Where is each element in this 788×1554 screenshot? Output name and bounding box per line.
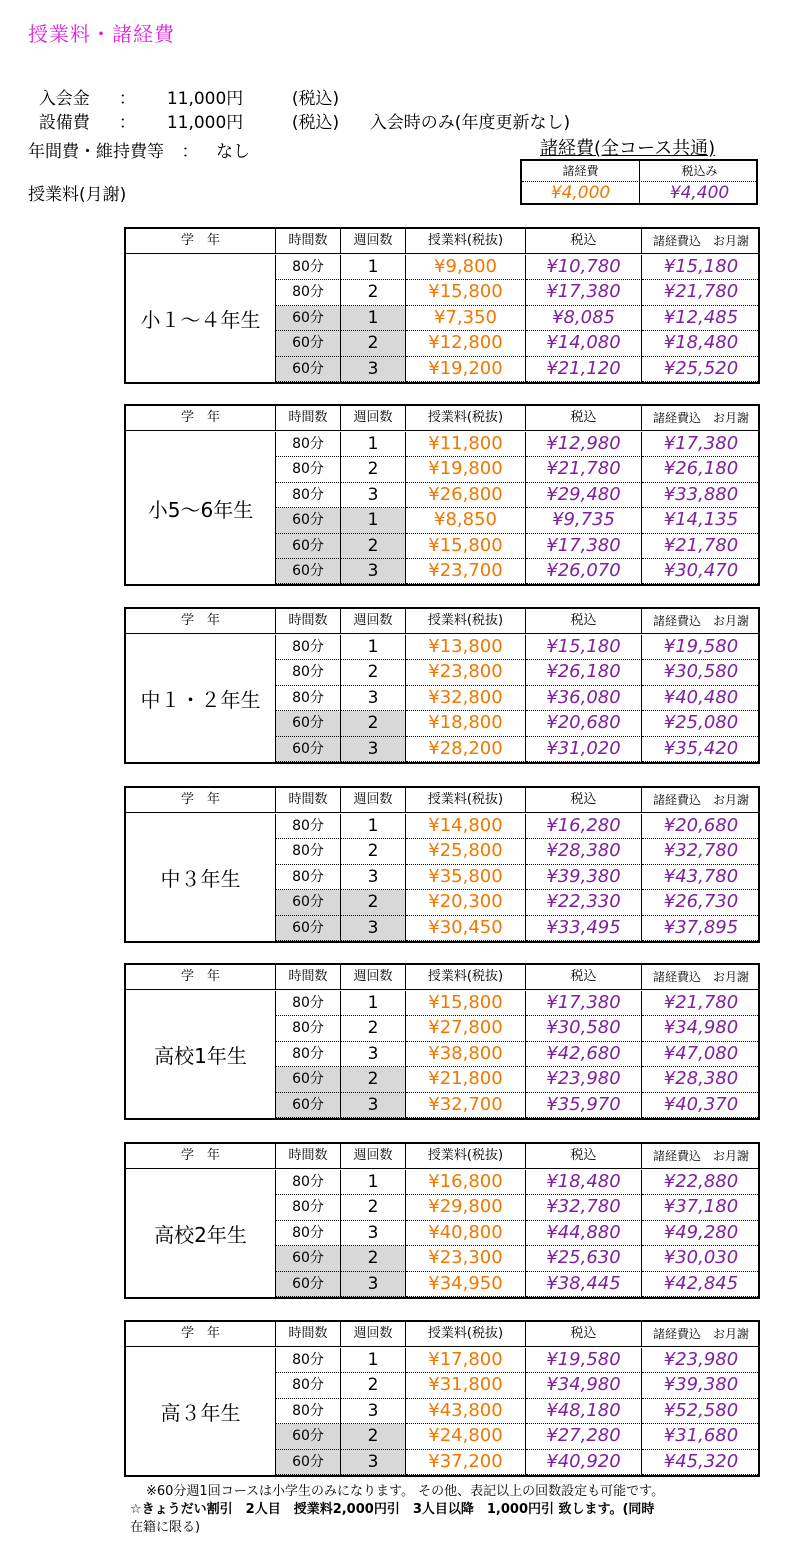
grade-label: 中１・２年生: [126, 635, 276, 762]
misc-value-tax-included: ¥4,400: [669, 183, 730, 203]
table-cell-freq: 3: [341, 1093, 406, 1118]
table-cell-freq: 3: [341, 559, 406, 584]
table-header-cell: 学 年: [126, 1322, 276, 1347]
table-cell-time: 80分: [276, 483, 341, 508]
annual-fee-line: [28, 137, 250, 162]
table-cell-time: 60分: [276, 1067, 341, 1092]
table-cell-time: 80分: [276, 814, 341, 839]
table-header-cell: 時間数: [276, 1322, 341, 1347]
tuition-table: [124, 963, 760, 1120]
table-header-cell: 諸経費込 お月謝: [642, 965, 760, 990]
table-cell-time: 80分: [276, 865, 341, 890]
table-header-cell: 学 年: [126, 788, 276, 813]
table-cell-time: 60分: [276, 331, 341, 356]
table-cell-time: 60分: [276, 916, 341, 941]
table-header-cell: 週回数: [341, 1322, 406, 1347]
table-cell-freq: 3: [341, 1450, 406, 1475]
table-cell-tax: ¥29,480: [526, 483, 642, 508]
entry-fee-colon: ：: [118, 89, 136, 109]
table-cell-tax: ¥8,085: [526, 306, 642, 331]
tuition-table: [124, 1142, 760, 1299]
equipment-fee-note: 入会時のみ(年度更新なし): [369, 113, 571, 133]
table-cell-freq: 2: [341, 1067, 406, 1092]
table-cell-freq: 2: [341, 457, 406, 482]
table-cell-tax: ¥31,020: [526, 737, 642, 762]
table-cell-total: ¥12,485: [642, 306, 760, 331]
table-header-cell: 週回数: [341, 788, 406, 813]
table-cell-price: ¥38,800: [406, 1042, 526, 1067]
table-cell-total: ¥21,780: [642, 280, 760, 305]
table-cell-freq: 1: [341, 635, 406, 660]
table-cell-total: ¥21,780: [642, 534, 760, 559]
table-cell-price: ¥16,800: [406, 1170, 526, 1195]
table-header-cell: 週回数: [341, 406, 406, 431]
table-cell-tax: ¥20,680: [526, 711, 642, 736]
table-cell-price: ¥35,800: [406, 865, 526, 890]
table-cell-tax: ¥40,920: [526, 1450, 642, 1475]
equipment-fee-amount: 11,000円: [166, 113, 244, 133]
table-cell-price: ¥28,200: [406, 737, 526, 762]
table-cell-time: 60分: [276, 559, 341, 584]
table-cell-freq: 3: [341, 916, 406, 941]
table-cell-time: 60分: [276, 1272, 341, 1297]
table-header-cell: 学 年: [126, 609, 276, 634]
table-cell-price: ¥20,300: [406, 890, 526, 915]
tuition-table: [124, 1320, 760, 1477]
table-cell-price: ¥31,800: [406, 1373, 526, 1398]
table-cell-total: ¥43,780: [642, 865, 760, 890]
table-cell-time: 60分: [276, 1424, 341, 1449]
table-header-cell: 税込: [526, 609, 642, 634]
table-header-cell: 学 年: [126, 229, 276, 254]
table-cell-tax: ¥36,080: [526, 686, 642, 711]
table-cell-tax: ¥21,120: [526, 357, 642, 382]
table-cell-price: ¥27,800: [406, 1016, 526, 1041]
table-cell-freq: 2: [341, 1016, 406, 1041]
table-header-cell: 税込: [526, 965, 642, 990]
table-cell-tax: ¥21,780: [526, 457, 642, 482]
table-cell-freq: 3: [341, 1399, 406, 1424]
table-cell-total: ¥37,180: [642, 1195, 760, 1220]
table-header-cell: 税込: [526, 1322, 642, 1347]
table-cell-tax: ¥30,580: [526, 1016, 642, 1041]
table-cell-freq: 1: [341, 1170, 406, 1195]
table-cell-total: ¥33,880: [642, 483, 760, 508]
table-header-cell: 時間数: [276, 406, 341, 431]
table-cell-freq: 2: [341, 1195, 406, 1220]
table-cell-tax: ¥17,380: [526, 534, 642, 559]
table-cell-total: ¥30,030: [642, 1246, 760, 1271]
equipment-fee-line: [28, 88, 570, 133]
table-cell-freq: 1: [341, 814, 406, 839]
table-header-cell: 学 年: [126, 965, 276, 990]
table-header-cell: 週回数: [341, 609, 406, 634]
table-cell-price: ¥9,800: [406, 255, 526, 280]
table-cell-tax: ¥15,180: [526, 635, 642, 660]
table-cell-tax: ¥18,480: [526, 1170, 642, 1195]
table-cell-freq: 2: [341, 890, 406, 915]
monthly-fee-label: 授業料(月謝): [28, 185, 127, 205]
equipment-fee-label: 設備費: [38, 113, 90, 133]
grade-label: 高校2年生: [126, 1170, 276, 1297]
table-header-cell: 諸経費込 お月謝: [642, 1144, 760, 1169]
table-cell-total: ¥26,730: [642, 890, 760, 915]
table-header-cell: 週回数: [341, 965, 406, 990]
table-cell-price: ¥18,800: [406, 711, 526, 736]
table-cell-freq: 2: [341, 331, 406, 356]
table-cell-total: ¥23,980: [642, 1348, 760, 1373]
table-header-cell: 税込: [526, 788, 642, 813]
table-cell-tax: ¥19,580: [526, 1348, 642, 1373]
table-cell-time: 80分: [276, 1170, 341, 1195]
table-cell-total: ¥20,680: [642, 814, 760, 839]
table-cell-time: 60分: [276, 508, 341, 533]
table-cell-tax: ¥44,880: [526, 1221, 642, 1246]
note-line-2: ☆きょうだい割引 2人目 授業料2,000円引 3人目以降 1,000円引 致します。(同時: [130, 1502, 655, 1517]
table-cell-tax: ¥22,330: [526, 890, 642, 915]
tuition-table: [124, 227, 760, 384]
grade-label: 中３年生: [126, 814, 276, 941]
table-cell-total: ¥30,470: [642, 559, 760, 584]
table-cell-time: 80分: [276, 432, 341, 457]
table-cell-freq: 1: [341, 1348, 406, 1373]
table-cell-total: ¥39,380: [642, 1373, 760, 1398]
table-cell-price: ¥15,800: [406, 534, 526, 559]
table-cell-time: 80分: [276, 839, 341, 864]
table-cell-freq: 2: [341, 711, 406, 736]
table-cell-price: ¥29,800: [406, 1195, 526, 1220]
table-cell-freq: 3: [341, 737, 406, 762]
table-cell-total: ¥40,480: [642, 686, 760, 711]
misc-header-tax-included: 税込み: [641, 161, 758, 182]
table-cell-price: ¥7,350: [406, 306, 526, 331]
table-cell-freq: 1: [341, 432, 406, 457]
table-cell-price: ¥34,950: [406, 1272, 526, 1297]
entry-fee-label: 入会金: [38, 89, 90, 109]
table-cell-time: 60分: [276, 534, 341, 559]
table-cell-price: ¥40,800: [406, 1221, 526, 1246]
table-cell-tax: ¥17,380: [526, 280, 642, 305]
table-header-cell: 時間数: [276, 965, 341, 990]
table-cell-freq: 2: [341, 839, 406, 864]
table-header-cell: 税込: [526, 406, 642, 431]
table-cell-price: ¥26,800: [406, 483, 526, 508]
table-cell-tax: ¥17,380: [526, 991, 642, 1016]
table-cell-freq: 3: [341, 686, 406, 711]
table-cell-total: ¥40,370: [642, 1093, 760, 1118]
table-cell-tax: ¥26,070: [526, 559, 642, 584]
table-cell-tax: ¥25,630: [526, 1246, 642, 1271]
table-cell-freq: 1: [341, 255, 406, 280]
equipment-fee-tax: (税込): [291, 113, 340, 133]
table-cell-price: ¥30,450: [406, 916, 526, 941]
table-cell-price: ¥19,200: [406, 357, 526, 382]
misc-header-expense: 諸経費: [522, 161, 640, 182]
table-cell-freq: 2: [341, 1246, 406, 1271]
grade-label: 高校1年生: [126, 991, 276, 1118]
table-cell-price: ¥19,800: [406, 457, 526, 482]
table-cell-price: ¥23,800: [406, 660, 526, 685]
grade-label: 小１～４年生: [126, 255, 276, 382]
table-cell-total: ¥14,135: [642, 508, 760, 533]
table-cell-freq: 3: [341, 1221, 406, 1246]
table-cell-time: 60分: [276, 306, 341, 331]
table-cell-time: 80分: [276, 1373, 341, 1398]
table-header-cell: 授業料(税抜): [406, 788, 526, 813]
table-cell-time: 60分: [276, 890, 341, 915]
table-cell-tax: ¥32,780: [526, 1195, 642, 1220]
grade-label: 高３年生: [126, 1348, 276, 1475]
table-cell-tax: ¥28,380: [526, 839, 642, 864]
table-cell-price: ¥43,800: [406, 1399, 526, 1424]
table-cell-tax: ¥33,495: [526, 916, 642, 941]
table-cell-price: ¥37,200: [406, 1450, 526, 1475]
table-cell-total: ¥35,420: [642, 737, 760, 762]
table-cell-tax: ¥34,980: [526, 1373, 642, 1398]
table-header-cell: 税込: [526, 229, 642, 254]
table-cell-time: 80分: [276, 635, 341, 660]
table-cell-time: 60分: [276, 1093, 341, 1118]
table-cell-tax: ¥48,180: [526, 1399, 642, 1424]
table-cell-total: ¥25,080: [642, 711, 760, 736]
grade-label: 小5～6年生: [126, 432, 276, 584]
table-header-cell: 諸経費込 お月謝: [642, 1322, 760, 1347]
table-cell-tax: ¥9,735: [526, 508, 642, 533]
table-header-cell: 諸経費込 お月謝: [642, 788, 760, 813]
table-cell-time: 80分: [276, 1221, 341, 1246]
table-cell-time: 80分: [276, 1348, 341, 1373]
table-cell-time: 80分: [276, 660, 341, 685]
note-line-1: ※60分週1回コースは小学生のみになります。 その他、表記以上の回数設定も可能です。: [146, 1484, 665, 1499]
table-cell-total: ¥15,180: [642, 255, 760, 280]
table-cell-price: ¥14,800: [406, 814, 526, 839]
table-cell-total: ¥17,380: [642, 432, 760, 457]
note-line-3: 在籍に限る): [130, 1520, 201, 1535]
table-header-cell: 時間数: [276, 788, 341, 813]
table-cell-time: 80分: [276, 255, 341, 280]
table-cell-time: 60分: [276, 357, 341, 382]
table-cell-total: ¥21,780: [642, 991, 760, 1016]
table-cell-price: ¥17,800: [406, 1348, 526, 1373]
table-cell-price: ¥23,300: [406, 1246, 526, 1271]
table-cell-price: ¥11,800: [406, 432, 526, 457]
table-cell-total: ¥22,880: [642, 1170, 760, 1195]
table-cell-time: 80分: [276, 686, 341, 711]
table-header-cell: 諸経費込 お月謝: [642, 229, 760, 254]
table-cell-freq: 2: [341, 1424, 406, 1449]
table-cell-freq: 1: [341, 991, 406, 1016]
table-cell-freq: 2: [341, 660, 406, 685]
table-cell-freq: 1: [341, 306, 406, 331]
table-cell-price: ¥25,800: [406, 839, 526, 864]
table-header-cell: 時間数: [276, 609, 341, 634]
tuition-table: [124, 607, 760, 764]
table-cell-tax: ¥42,680: [526, 1042, 642, 1067]
table-cell-freq: 3: [341, 1042, 406, 1067]
table-cell-total: ¥19,580: [642, 635, 760, 660]
table-cell-tax: ¥10,780: [526, 255, 642, 280]
table-cell-freq: 3: [341, 357, 406, 382]
table-cell-freq: 2: [341, 534, 406, 559]
table-cell-total: ¥47,080: [642, 1042, 760, 1067]
annual-fee-label: 年間費・維持費等: [28, 142, 164, 162]
table-header-cell: 授業料(税抜): [406, 1144, 526, 1169]
table-header-cell: 週回数: [341, 1144, 406, 1169]
table-cell-freq: 2: [341, 280, 406, 305]
table-cell-total: ¥45,320: [642, 1450, 760, 1475]
table-cell-price: ¥21,800: [406, 1067, 526, 1092]
table-cell-tax: ¥12,980: [526, 432, 642, 457]
table-cell-time: 60分: [276, 711, 341, 736]
table-cell-time: 80分: [276, 991, 341, 1016]
table-cell-freq: 2: [341, 1373, 406, 1398]
table-cell-freq: 1: [341, 508, 406, 533]
table-header-cell: 税込: [526, 1144, 642, 1169]
annual-fee-value: なし: [216, 142, 250, 162]
entry-fee-tax: (税込): [291, 89, 340, 109]
table-header-cell: 授業料(税抜): [406, 406, 526, 431]
table-cell-total: ¥25,520: [642, 357, 760, 382]
table-cell-total: ¥34,980: [642, 1016, 760, 1041]
table-cell-time: 80分: [276, 457, 341, 482]
table-cell-time: 60分: [276, 737, 341, 762]
table-cell-total: ¥18,480: [642, 331, 760, 356]
table-cell-freq: 3: [341, 1272, 406, 1297]
table-header-cell: 学 年: [126, 406, 276, 431]
table-cell-tax: ¥38,445: [526, 1272, 642, 1297]
table-header-cell: 授業料(税抜): [406, 609, 526, 634]
page-title: 授業料・諸経費: [28, 22, 175, 46]
entry-fee-amount: 11,000円: [166, 89, 244, 109]
table-cell-total: ¥32,780: [642, 839, 760, 864]
table-cell-time: 60分: [276, 1246, 341, 1271]
table-cell-tax: ¥27,280: [526, 1424, 642, 1449]
table-header-cell: 諸経費込 お月謝: [642, 609, 760, 634]
table-cell-total: ¥42,845: [642, 1272, 760, 1297]
table-cell-time: 80分: [276, 1195, 341, 1220]
table-cell-tax: ¥16,280: [526, 814, 642, 839]
table-header-cell: 授業料(税抜): [406, 1322, 526, 1347]
table-cell-freq: 3: [341, 483, 406, 508]
table-cell-time: 80分: [276, 1042, 341, 1067]
misc-value-expense: ¥4,000: [522, 182, 640, 205]
table-cell-total: ¥28,380: [642, 1067, 760, 1092]
table-cell-price: ¥32,700: [406, 1093, 526, 1118]
tuition-table: [124, 786, 760, 943]
table-cell-price: ¥15,800: [406, 991, 526, 1016]
table-header-cell: 時間数: [276, 229, 341, 254]
table-cell-total: ¥37,895: [642, 916, 760, 941]
table-cell-tax: ¥26,180: [526, 660, 642, 685]
table-cell-total: ¥52,580: [642, 1399, 760, 1424]
tuition-table: [124, 404, 760, 586]
table-cell-tax: ¥39,380: [526, 865, 642, 890]
table-header-cell: 週回数: [341, 229, 406, 254]
equipment-fee-colon: ：: [118, 113, 136, 133]
table-header-cell: 学 年: [126, 1144, 276, 1169]
table-cell-time: 80分: [276, 1016, 341, 1041]
table-cell-price: ¥8,850: [406, 508, 526, 533]
table-header-cell: 諸経費込 お月謝: [642, 406, 760, 431]
table-cell-tax: ¥35,970: [526, 1093, 642, 1118]
table-cell-time: 60分: [276, 1450, 341, 1475]
table-cell-price: ¥23,700: [406, 559, 526, 584]
table-cell-price: ¥13,800: [406, 635, 526, 660]
table-header-cell: 授業料(税抜): [406, 965, 526, 990]
annual-fee-colon: ：: [181, 142, 199, 162]
table-cell-total: ¥26,180: [642, 457, 760, 482]
table-cell-total: ¥31,680: [642, 1424, 760, 1449]
table-cell-time: 80分: [276, 280, 341, 305]
table-cell-total: ¥30,580: [642, 660, 760, 685]
table-cell-price: ¥15,800: [406, 280, 526, 305]
table-cell-time: 80分: [276, 1399, 341, 1424]
misc-expense-title: 諸経費(全コース共通): [540, 138, 716, 159]
table-cell-total: ¥49,280: [642, 1221, 760, 1246]
table-header-cell: 時間数: [276, 1144, 341, 1169]
table-cell-price: ¥12,800: [406, 331, 526, 356]
table-cell-price: ¥32,800: [406, 686, 526, 711]
table-cell-tax: ¥23,980: [526, 1067, 642, 1092]
table-header-cell: 授業料(税抜): [406, 229, 526, 254]
misc-expense-table: [520, 159, 758, 205]
table-cell-tax: ¥14,080: [526, 331, 642, 356]
table-cell-price: ¥24,800: [406, 1424, 526, 1449]
table-cell-freq: 3: [341, 865, 406, 890]
